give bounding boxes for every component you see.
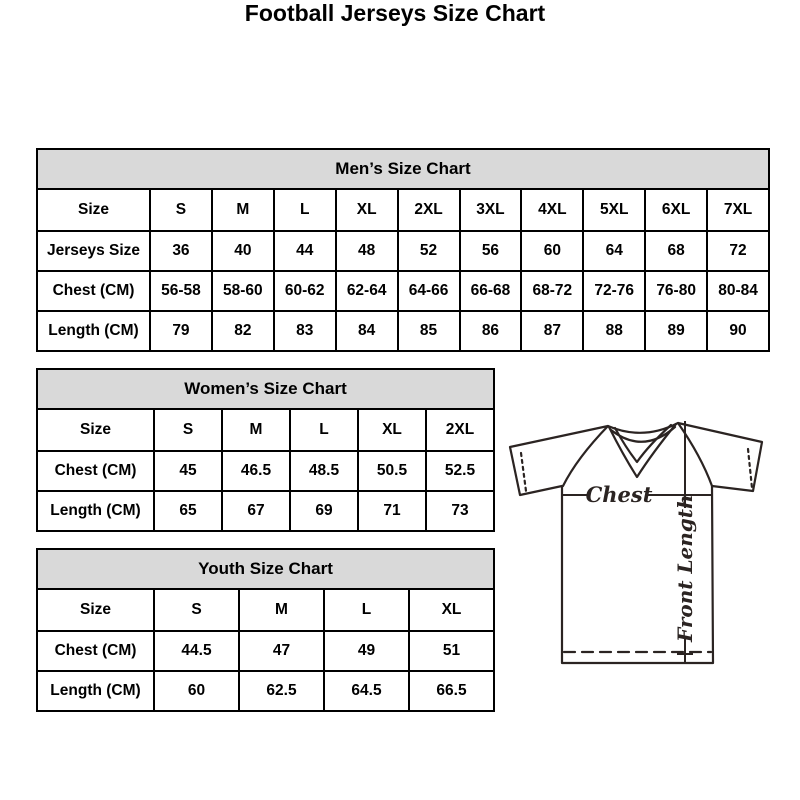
row-header-cell: Size — [79, 601, 111, 618]
right-cuff-dashed-line — [748, 449, 752, 488]
value-cell: 85 — [397, 310, 459, 350]
value-cell: 47 — [238, 630, 323, 670]
womens-table-grid — [38, 410, 493, 530]
mens-size-table — [36, 148, 770, 352]
value-cell: 72-76 — [582, 270, 644, 310]
value-cell: 62.5 — [238, 670, 323, 710]
value-cell: S — [153, 410, 221, 450]
value-cell: 73 — [425, 490, 493, 530]
value-cell: 64-66 — [397, 270, 459, 310]
front-length-label: Front Length — [673, 494, 697, 642]
value-cell: 64.5 — [323, 670, 408, 710]
value-cell: 40 — [211, 230, 273, 270]
value-cell: 51 — [408, 630, 493, 670]
value-cell: 49 — [323, 630, 408, 670]
value-cell: 66.5 — [408, 670, 493, 710]
value-cell: 52.5 — [425, 450, 493, 490]
row-header-cell: Size — [79, 421, 111, 438]
row-header-cell: Chest (CM) — [38, 270, 149, 310]
value-cell: 71 — [357, 490, 425, 530]
value-cell: 69 — [289, 490, 357, 530]
value-cell: M — [211, 190, 273, 230]
mens-table-grid — [38, 190, 768, 350]
value-cell: 44.5 — [153, 630, 238, 670]
value-cell: 5XL — [582, 190, 644, 230]
value-cell: L — [273, 190, 335, 230]
chest-label: Chest — [585, 482, 653, 507]
value-cell: 79 — [149, 310, 211, 350]
value-cell: 68 — [644, 230, 706, 270]
value-cell: 58-60 — [211, 270, 273, 310]
value-cell: L — [323, 590, 408, 630]
value-cell: XL — [335, 190, 397, 230]
value-cell: 80-84 — [706, 270, 768, 310]
value-cell: S — [153, 590, 238, 630]
row-header-cell: Length (CM) — [38, 490, 153, 530]
youth-table-title: Youth Size Chart — [38, 550, 493, 590]
value-cell: 88 — [582, 310, 644, 350]
value-cell: 46.5 — [221, 450, 289, 490]
row-header-cell: Chest (CM) — [38, 450, 153, 490]
value-cell: 67 — [221, 490, 289, 530]
value-cell: 68-72 — [520, 270, 582, 310]
value-cell: 6XL — [644, 190, 706, 230]
jersey-diagram-svg — [505, 400, 775, 690]
value-cell: 90 — [706, 310, 768, 350]
value-cell: 89 — [644, 310, 706, 350]
value-cell: XL — [357, 410, 425, 450]
row-header-cell: Jerseys Size — [38, 230, 149, 270]
value-cell: 4XL — [520, 190, 582, 230]
value-cell: M — [238, 590, 323, 630]
row-header-cell: Size — [77, 201, 109, 218]
value-cell: S — [149, 190, 211, 230]
mens-table-title: Men’s Size Chart — [38, 150, 768, 190]
row-header-cell: Length (CM) — [38, 310, 149, 350]
value-cell: XL — [408, 590, 493, 630]
left-cuff-dashed-line — [521, 453, 526, 491]
value-cell: 56 — [459, 230, 521, 270]
value-cell: 65 — [153, 490, 221, 530]
value-cell: 48 — [335, 230, 397, 270]
value-cell: 72 — [706, 230, 768, 270]
value-cell: 7XL — [706, 190, 768, 230]
value-cell: 3XL — [459, 190, 521, 230]
womens-size-table — [36, 368, 495, 532]
value-cell: 52 — [397, 230, 459, 270]
value-cell: L — [289, 410, 357, 450]
value-cell: 36 — [149, 230, 211, 270]
value-cell: M — [221, 410, 289, 450]
value-cell: 2XL — [425, 410, 493, 450]
value-cell: 62-64 — [335, 270, 397, 310]
value-cell: 87 — [520, 310, 582, 350]
value-cell: 48.5 — [289, 450, 357, 490]
value-cell: 60 — [520, 230, 582, 270]
value-cell: 76-80 — [644, 270, 706, 310]
youth-size-table — [36, 548, 495, 712]
youth-table-grid — [38, 590, 493, 710]
value-cell: 82 — [211, 310, 273, 350]
row-header-cell: Chest (CM) — [38, 630, 153, 670]
row-header-cell: Length (CM) — [38, 670, 153, 710]
jersey-measurement-diagram — [505, 400, 775, 690]
value-cell: 56-58 — [149, 270, 211, 310]
value-cell: 60 — [153, 670, 238, 710]
value-cell: 50.5 — [357, 450, 425, 490]
value-cell: 86 — [459, 310, 521, 350]
value-cell: 64 — [582, 230, 644, 270]
value-cell: 45 — [153, 450, 221, 490]
value-cell: 83 — [273, 310, 335, 350]
value-cell: 66-68 — [459, 270, 521, 310]
womens-table-title: Women’s Size Chart — [38, 370, 493, 410]
value-cell: 60-62 — [273, 270, 335, 310]
page-title: Football Jerseys Size Chart — [244, 0, 546, 26]
value-cell: 84 — [335, 310, 397, 350]
value-cell: 44 — [273, 230, 335, 270]
right-armhole-seam — [678, 423, 712, 486]
value-cell: 2XL — [397, 190, 459, 230]
